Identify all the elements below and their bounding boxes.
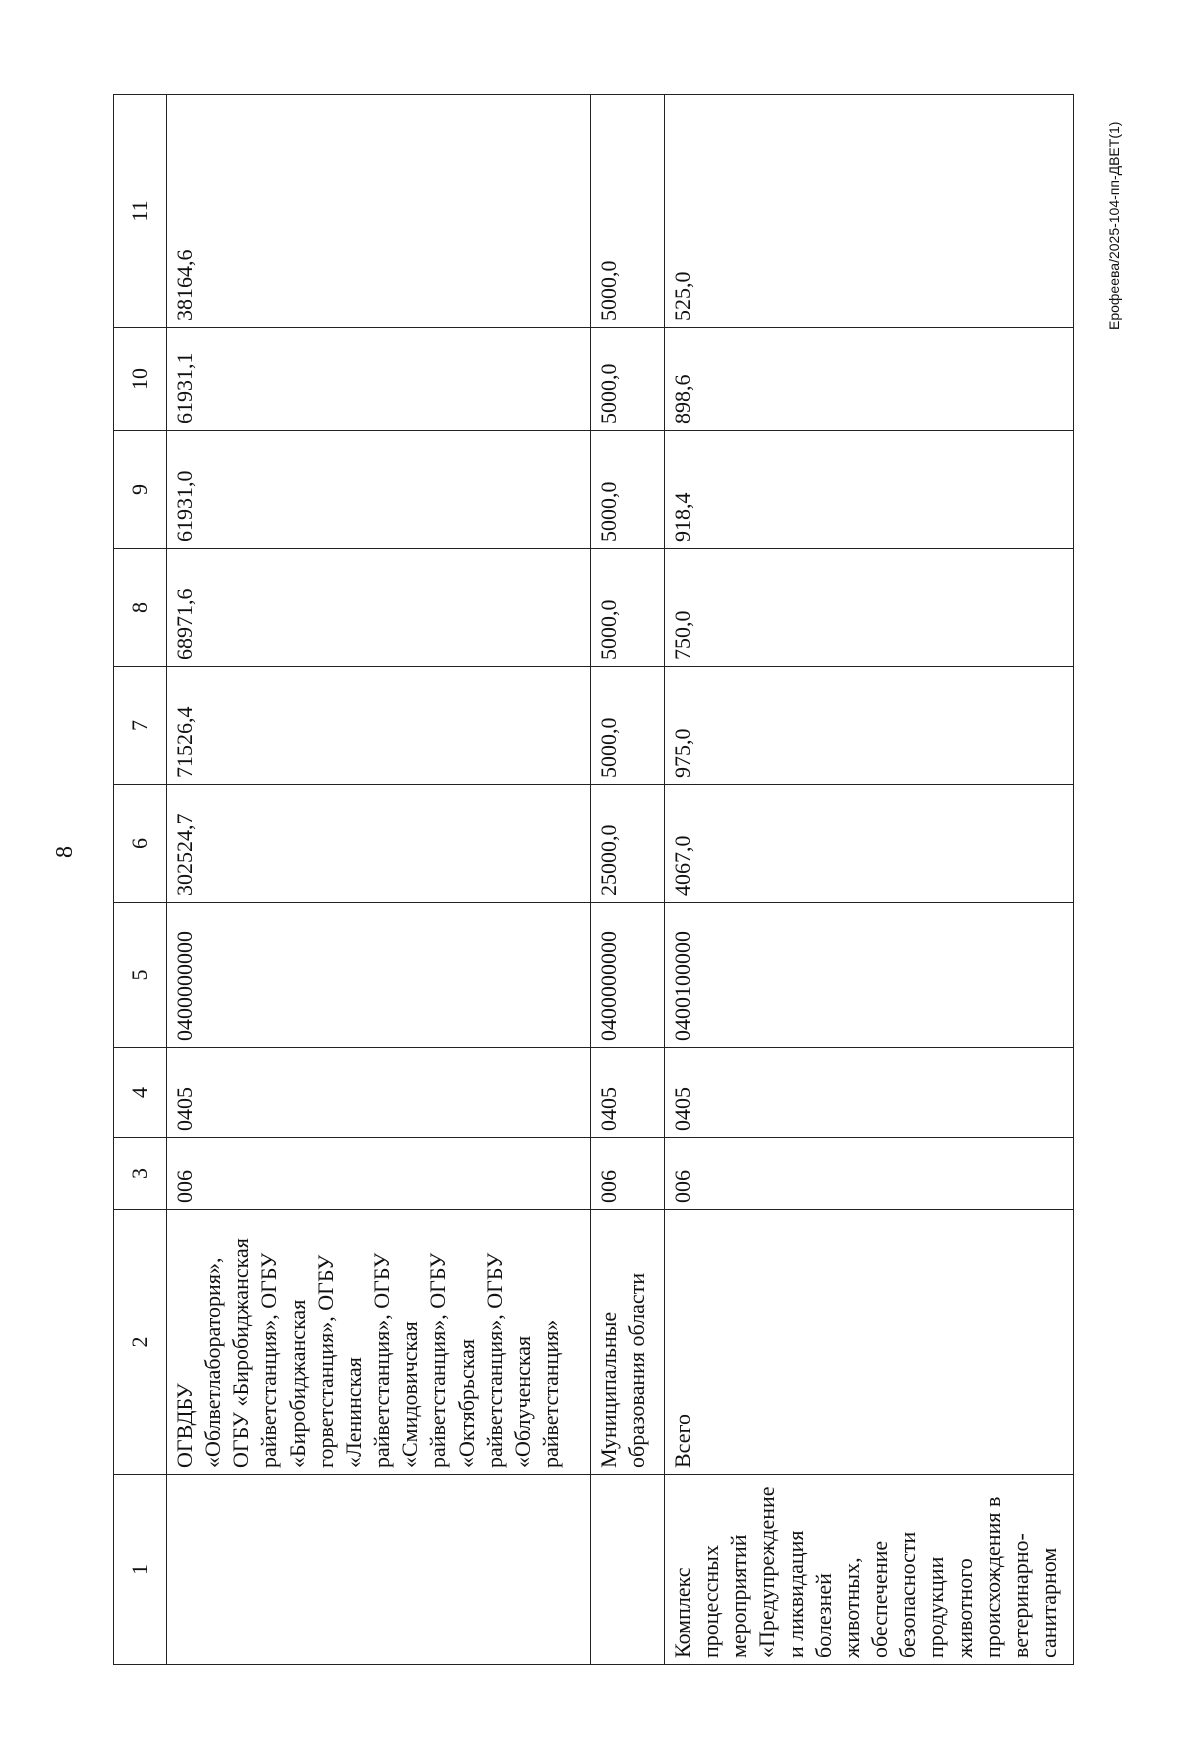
total-value-cell: 302524,7	[167, 785, 591, 903]
target-article-cell: 0400100000	[665, 903, 1074, 1048]
year-value-cell: 898,6	[665, 328, 1074, 431]
year-value-cell: 918,4	[665, 431, 1074, 549]
table-header-row	[114, 95, 167, 1665]
code-cell: 006	[665, 1138, 1074, 1210]
header-cell: 3	[114, 1138, 167, 1210]
table-row	[167, 95, 591, 1665]
code-cell: 006	[167, 1138, 591, 1210]
budget-table	[113, 94, 1074, 1665]
table-row	[665, 95, 1074, 1665]
document-id: Ерофеева/2025-104-пп-ДВЕТ(1)	[1106, 121, 1122, 330]
year-value-cell: 61931,1	[167, 328, 591, 431]
year-value-cell: 5000,0	[591, 431, 665, 549]
header-cell: 2	[114, 1210, 167, 1475]
year-value-cell: 68971,6	[167, 549, 591, 667]
executor-cell: ОГВДБУ «Облветлаборатория», ОГБУ «Биробиджанская райветстанция», ОГБУ «Биробиджанская горветстанция», ОГБУ «Ленинская райветстанция», ОГБУ «Смидовичская райветстанция», ОГБУ «Октябрьская райветстанция», ОГБУ «Облученская райветстанция»	[167, 1210, 591, 1475]
budget-table-rotated	[113, 95, 1074, 1665]
header-cell: 8	[114, 549, 167, 667]
section-cell: 0405	[591, 1048, 665, 1138]
header-cell: 5	[114, 903, 167, 1048]
target-article-cell: 0400000000	[167, 903, 591, 1048]
section-cell: 0405	[665, 1048, 1074, 1138]
header-cell: 6	[114, 785, 167, 903]
program-cell	[167, 1475, 591, 1665]
year-value-cell: 61931,0	[167, 431, 591, 549]
header-cell: 4	[114, 1048, 167, 1138]
table-row	[591, 95, 665, 1665]
year-value-cell: 71526,4	[167, 667, 591, 785]
year-value-cell: 750,0	[665, 549, 1074, 667]
year-value-cell: 5000,0	[591, 95, 665, 328]
page-number: 8	[52, 846, 78, 858]
header-cell: 10	[114, 328, 167, 431]
total-value-cell: 25000,0	[591, 785, 665, 903]
executor-cell: Муниципальные образования области	[591, 1210, 665, 1475]
header-cell: 7	[114, 667, 167, 785]
program-cell: Комплекс процессных мероприятий «Предупреждение и ликвидация болезней животных, обеспечение безопасности продукции животного происхождения в ветеринарно-санитарном	[665, 1475, 1074, 1665]
code-cell: 006	[591, 1138, 665, 1210]
year-value-cell: 525,0	[665, 95, 1074, 328]
program-cell	[591, 1475, 665, 1665]
year-value-cell: 5000,0	[591, 328, 665, 431]
year-value-cell: 975,0	[665, 667, 1074, 785]
executor-cell: Всего	[665, 1210, 1074, 1475]
year-value-cell: 5000,0	[591, 667, 665, 785]
target-article-cell: 0400000000	[591, 903, 665, 1048]
section-cell: 0405	[167, 1048, 591, 1138]
header-cell: 11	[114, 95, 167, 328]
year-value-cell: 5000,0	[591, 549, 665, 667]
total-value-cell: 4067,0	[665, 785, 1074, 903]
year-value-cell: 38164,6	[167, 95, 591, 328]
header-cell: 9	[114, 431, 167, 549]
header-cell: 1	[114, 1475, 167, 1665]
